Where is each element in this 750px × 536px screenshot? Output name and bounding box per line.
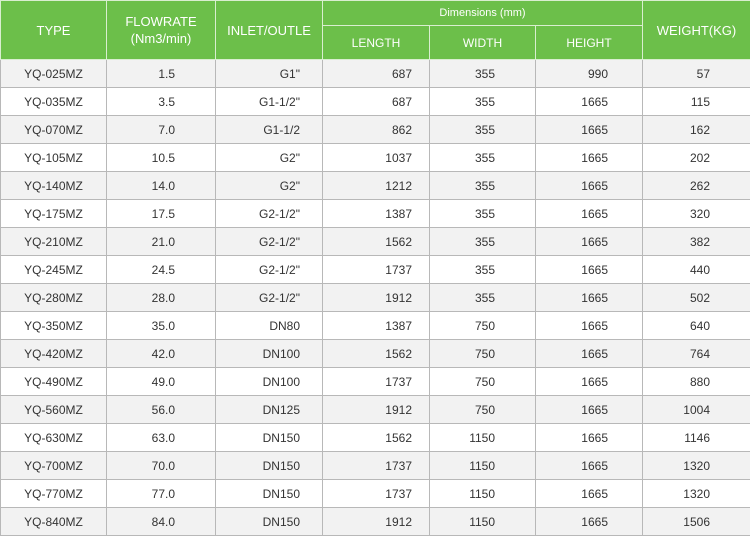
cell-height: 1665	[536, 172, 643, 200]
cell-width: 355	[430, 172, 536, 200]
cell-flowrate: 24.5	[107, 256, 216, 284]
cell-type: YQ-025MZ	[1, 60, 107, 88]
cell-inlet: DN80	[216, 312, 323, 340]
cell-type: YQ-280MZ	[1, 284, 107, 312]
cell-type: YQ-700MZ	[1, 452, 107, 480]
cell-type: YQ-105MZ	[1, 144, 107, 172]
table-row	[1, 340, 750, 368]
cell-weight: 320	[643, 200, 750, 228]
table-row	[1, 452, 750, 480]
cell-weight: 1320	[643, 452, 750, 480]
cell-width: 355	[430, 228, 536, 256]
table-row	[1, 116, 750, 144]
cell-flowrate: 35.0	[107, 312, 216, 340]
cell-inlet: G2-1/2"	[216, 200, 323, 228]
cell-width: 355	[430, 256, 536, 284]
cell-flowrate: 7.0	[107, 116, 216, 144]
table-row	[1, 228, 750, 256]
header-flowrate-line2: (Nm3/min)	[130, 31, 192, 46]
cell-weight: 1146	[643, 424, 750, 452]
cell-length: 687	[323, 60, 430, 88]
cell-type: YQ-070MZ	[1, 116, 107, 144]
cell-type: YQ-035MZ	[1, 88, 107, 116]
table-row	[1, 480, 750, 508]
cell-height: 1665	[536, 116, 643, 144]
cell-weight: 262	[643, 172, 750, 200]
cell-width: 355	[430, 144, 536, 172]
cell-length: 1387	[323, 200, 430, 228]
cell-width: 1150	[430, 480, 536, 508]
header-length: LENGTH	[323, 26, 430, 60]
cell-type: YQ-490MZ	[1, 368, 107, 396]
cell-weight: 880	[643, 368, 750, 396]
cell-inlet: DN150	[216, 480, 323, 508]
header-width: WIDTH	[430, 26, 536, 60]
table-row	[1, 172, 750, 200]
table-row	[1, 424, 750, 452]
cell-height: 1665	[536, 508, 643, 536]
cell-inlet: G1"	[216, 60, 323, 88]
cell-inlet: DN100	[216, 368, 323, 396]
cell-length: 1737	[323, 368, 430, 396]
cell-inlet: G1-1/2"	[216, 88, 323, 116]
cell-flowrate: 21.0	[107, 228, 216, 256]
cell-length: 1912	[323, 508, 430, 536]
cell-inlet: G2-1/2"	[216, 228, 323, 256]
cell-height: 1665	[536, 396, 643, 424]
cell-flowrate: 28.0	[107, 284, 216, 312]
cell-height: 1665	[536, 368, 643, 396]
cell-length: 1212	[323, 172, 430, 200]
table-row	[1, 200, 750, 228]
header-height: HEIGHT	[536, 26, 643, 60]
cell-flowrate: 1.5	[107, 60, 216, 88]
cell-flowrate: 63.0	[107, 424, 216, 452]
cell-inlet: DN150	[216, 424, 323, 452]
cell-height: 1665	[536, 340, 643, 368]
table-row	[1, 284, 750, 312]
table-row	[1, 256, 750, 284]
cell-width: 355	[430, 60, 536, 88]
cell-weight: 115	[643, 88, 750, 116]
cell-weight: 764	[643, 340, 750, 368]
cell-flowrate: 70.0	[107, 452, 216, 480]
cell-height: 1665	[536, 200, 643, 228]
header-type: TYPE	[1, 1, 107, 60]
cell-weight: 1506	[643, 508, 750, 536]
cell-type: YQ-140MZ	[1, 172, 107, 200]
cell-length: 1737	[323, 452, 430, 480]
cell-inlet: DN150	[216, 508, 323, 536]
table-body	[1, 60, 750, 536]
cell-width: 750	[430, 368, 536, 396]
cell-type: YQ-350MZ	[1, 312, 107, 340]
cell-type: YQ-245MZ	[1, 256, 107, 284]
cell-weight: 1320	[643, 480, 750, 508]
cell-type: YQ-210MZ	[1, 228, 107, 256]
cell-type: YQ-840MZ	[1, 508, 107, 536]
cell-type: YQ-560MZ	[1, 396, 107, 424]
cell-length: 862	[323, 116, 430, 144]
cell-weight: 202	[643, 144, 750, 172]
cell-type: YQ-420MZ	[1, 340, 107, 368]
cell-height: 990	[536, 60, 643, 88]
table-row	[1, 312, 750, 340]
cell-length: 687	[323, 88, 430, 116]
cell-width: 355	[430, 88, 536, 116]
cell-weight: 162	[643, 116, 750, 144]
cell-inlet: G2"	[216, 172, 323, 200]
cell-height: 1665	[536, 88, 643, 116]
cell-type: YQ-630MZ	[1, 424, 107, 452]
cell-width: 1150	[430, 508, 536, 536]
cell-width: 750	[430, 340, 536, 368]
cell-flowrate: 84.0	[107, 508, 216, 536]
cell-flowrate: 77.0	[107, 480, 216, 508]
cell-flowrate: 14.0	[107, 172, 216, 200]
cell-length: 1912	[323, 396, 430, 424]
cell-weight: 382	[643, 228, 750, 256]
cell-height: 1665	[536, 228, 643, 256]
cell-width: 1150	[430, 424, 536, 452]
cell-height: 1665	[536, 480, 643, 508]
cell-width: 355	[430, 284, 536, 312]
cell-length: 1562	[323, 228, 430, 256]
cell-height: 1665	[536, 284, 643, 312]
cell-length: 1562	[323, 424, 430, 452]
cell-height: 1665	[536, 424, 643, 452]
cell-inlet: G2-1/2"	[216, 284, 323, 312]
cell-length: 1737	[323, 480, 430, 508]
cell-weight: 640	[643, 312, 750, 340]
cell-type: YQ-770MZ	[1, 480, 107, 508]
table-row	[1, 144, 750, 172]
cell-length: 1737	[323, 256, 430, 284]
table-row	[1, 396, 750, 424]
table-row	[1, 88, 750, 116]
cell-inlet: G2"	[216, 144, 323, 172]
header-flowrate	[107, 1, 216, 60]
header-weight: WEIGHT(KG)	[643, 1, 750, 60]
cell-flowrate: 49.0	[107, 368, 216, 396]
cell-inlet: DN150	[216, 452, 323, 480]
cell-width: 355	[430, 200, 536, 228]
cell-length: 1037	[323, 144, 430, 172]
cell-height: 1665	[536, 452, 643, 480]
cell-inlet: DN125	[216, 396, 323, 424]
cell-flowrate: 10.5	[107, 144, 216, 172]
cell-length: 1387	[323, 312, 430, 340]
header-flowrate-line1: FLOWRATE	[125, 14, 197, 29]
cell-length: 1562	[323, 340, 430, 368]
cell-inlet: G1-1/2	[216, 116, 323, 144]
table-row	[1, 508, 750, 536]
cell-height: 1665	[536, 256, 643, 284]
cell-height: 1665	[536, 144, 643, 172]
cell-flowrate: 42.0	[107, 340, 216, 368]
cell-flowrate: 3.5	[107, 88, 216, 116]
table-header	[1, 1, 750, 60]
cell-width: 1150	[430, 452, 536, 480]
cell-width: 750	[430, 312, 536, 340]
table-row	[1, 368, 750, 396]
header-dimensions: Dimensions (mm)	[323, 1, 643, 26]
table-row	[1, 60, 750, 88]
cell-width: 355	[430, 116, 536, 144]
cell-flowrate: 17.5	[107, 200, 216, 228]
cell-weight: 502	[643, 284, 750, 312]
cell-inlet: G2-1/2"	[216, 256, 323, 284]
cell-length: 1912	[323, 284, 430, 312]
cell-weight: 1004	[643, 396, 750, 424]
cell-weight: 57	[643, 60, 750, 88]
header-inlet: INLET/OUTLE	[216, 1, 323, 60]
cell-width: 750	[430, 396, 536, 424]
cell-weight: 440	[643, 256, 750, 284]
cell-height: 1665	[536, 312, 643, 340]
cell-flowrate: 56.0	[107, 396, 216, 424]
cell-inlet: DN100	[216, 340, 323, 368]
cell-type: YQ-175MZ	[1, 200, 107, 228]
